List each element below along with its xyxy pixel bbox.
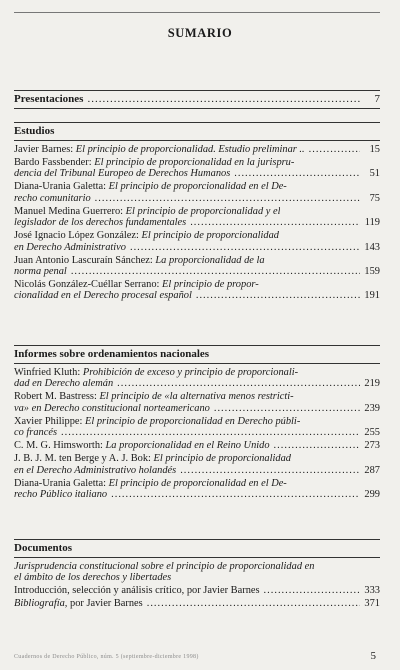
entry-title: El principio de proporcionalidad en la jurispru-	[94, 157, 295, 168]
entry-title-cont: co francés	[14, 427, 57, 439]
section-heading: Estudios	[14, 122, 380, 141]
dot-leader	[117, 378, 360, 389]
page-ref: 239	[364, 402, 380, 414]
entry-title-cont: el ámbito de los derechos y libertades	[14, 572, 172, 584]
entry-title-cont: cionalidad en el Derecho procesal español	[14, 290, 192, 302]
section-presentaciones	[14, 90, 380, 109]
page-ref: 255	[364, 427, 380, 439]
page-ref: 119	[364, 217, 380, 229]
entry-author: Nicolás González-Cuéllar Serrano:	[14, 279, 163, 291]
toc-entry[interactable]	[14, 181, 380, 204]
entry-title: El principio de proporcionalidad	[153, 453, 291, 465]
toc-entry[interactable]	[14, 598, 380, 609]
entry-title-cont: en Derecho Administrativo	[14, 241, 126, 253]
dot-leader	[111, 489, 360, 500]
dot-leader	[147, 598, 360, 609]
entry-title-cont: recho comunitario	[14, 192, 91, 204]
entry-title: El principio de proporcionalidad. Estudio preliminar ..	[75, 144, 305, 155]
toc-entry[interactable]	[14, 416, 380, 439]
toc-list	[14, 367, 380, 500]
toc-entry[interactable]	[14, 157, 380, 180]
page-ref: 333	[364, 585, 380, 597]
dot-leader	[196, 290, 360, 301]
toc-entry[interactable]	[14, 255, 380, 278]
toc-entry[interactable]	[14, 453, 380, 476]
page-ref: 7	[374, 93, 380, 105]
entry-author: Winfried Kluth:	[14, 367, 83, 378]
page-number: 5	[370, 650, 376, 662]
toc-entry[interactable]	[14, 367, 380, 390]
entry-title: El principio de proporcionalidad en el De-	[108, 181, 287, 193]
journal-footer: Cuadernos de Derecho Público, núm. 5 (septiembre-diciembre 1998)	[14, 654, 199, 660]
dot-leader	[274, 440, 360, 451]
entry-author: Robert M. Bastress:	[14, 391, 100, 403]
page-ref: 299	[364, 489, 380, 501]
page-ref: 143	[364, 241, 380, 253]
toc-entry[interactable]	[14, 230, 380, 253]
toc-list	[14, 561, 380, 610]
entry-title: El principio de proporcionalidad	[141, 230, 280, 242]
dot-leader	[87, 93, 360, 106]
entry-title: El principio de proporcionalidad en el De-	[108, 477, 287, 489]
entry-title: Introducción, selección y análisis crítico, por Javier Barnes	[14, 585, 260, 597]
toc-list	[14, 144, 380, 302]
page-ref: 273	[364, 440, 380, 452]
entry-title-cont: dad en Derecho alemán	[14, 378, 114, 390]
entry-author: José Ignacio López González:	[14, 230, 142, 242]
dot-leader	[214, 403, 360, 414]
entry-title: Jurisprudencia constitucional sobre el principio de proporcionalidad en	[14, 561, 315, 572]
dot-leader	[95, 193, 360, 204]
entry-title: El principio de proporcionalidad y el	[125, 205, 281, 217]
entry-author: J. B. J. M. ten Berge y A. J. Bok:	[14, 453, 154, 465]
entry-author: Javier Barnes:	[14, 144, 76, 155]
entry-title: El principio de propor-	[162, 279, 259, 291]
toc-entry[interactable]	[14, 144, 380, 155]
entry-title-cont: norma penal	[14, 266, 67, 278]
page-title: SUMARIO	[167, 26, 233, 40]
entry-title-cont: dencia del Tribunal Europeo de Derechos Humanos	[14, 168, 231, 180]
entry-author: Bardo Fassbender:	[14, 157, 95, 168]
dot-leader	[234, 168, 360, 179]
entry-title: Prohibición de exceso y principio de proporcionali-	[82, 367, 299, 378]
toc-entry[interactable]	[14, 478, 380, 501]
page-ref: 371	[364, 598, 380, 610]
section-heading: Presentaciones	[14, 93, 84, 105]
dot-leader	[71, 266, 360, 277]
entry-author: Manuel Medina Guerrero:	[14, 205, 126, 217]
entry-author: Juan Antonio Lascuraín Sánchez:	[14, 254, 156, 266]
entry-title-cont: recho Público italiano	[14, 489, 108, 501]
section-heading: Informes sobre ordenamientos nacionales	[14, 345, 380, 364]
entry-author: Diana-Urania Galetta:	[14, 477, 109, 489]
page-ref: 75	[369, 192, 380, 204]
entry-author: Diana-Urania Galetta:	[14, 181, 109, 193]
toc-entry[interactable]	[14, 585, 380, 596]
entry-title: Bibliografía,	[14, 598, 68, 610]
toc-entry-presentaciones[interactable]	[14, 90, 380, 109]
entry-author: Xavier Philippe:	[14, 415, 85, 427]
section-estudios	[14, 122, 380, 303]
dot-leader	[264, 585, 360, 596]
top-rule	[14, 12, 380, 13]
entry-title: El principio de «la alternativa menos restricti-	[99, 391, 294, 403]
toc-entry[interactable]	[14, 440, 380, 451]
page-ref: 191	[364, 290, 380, 302]
entry-title: El principio de proporcionalidad en Derecho públi-	[85, 415, 301, 427]
dot-leader	[61, 427, 360, 438]
section-heading: Documentos	[14, 539, 380, 558]
section-informes	[14, 345, 380, 502]
toc-entry[interactable]	[14, 391, 380, 414]
dot-leader	[309, 144, 360, 155]
page-ref: 51	[369, 168, 380, 180]
dot-leader	[180, 465, 360, 476]
dot-leader	[190, 217, 360, 228]
section-documentos	[14, 539, 380, 611]
page-ref: 287	[364, 464, 380, 476]
toc-entry[interactable]	[14, 561, 380, 584]
entry-title-cont: va» en Derecho constitucional norteamericano	[14, 402, 210, 414]
entry-author: por Javier Barnes	[67, 598, 143, 610]
page-ref: 159	[364, 266, 380, 278]
entry-title: La proporcionalidad de la	[155, 254, 265, 266]
entry-title-cont: en el Derecho Administrativo holandés	[14, 464, 177, 476]
dot-leader	[130, 242, 360, 253]
toc-entry[interactable]	[14, 206, 380, 229]
page-ref: 219	[364, 378, 380, 390]
toc-entry[interactable]	[14, 279, 380, 302]
page-ref: 15	[369, 144, 380, 155]
entry-title: La proporcionalidad en el Reino Unido	[105, 440, 270, 452]
entry-title-cont: legislador de los derechos fundamentales	[14, 217, 187, 229]
entry-author: C. M. G. Himsworth:	[14, 440, 106, 452]
